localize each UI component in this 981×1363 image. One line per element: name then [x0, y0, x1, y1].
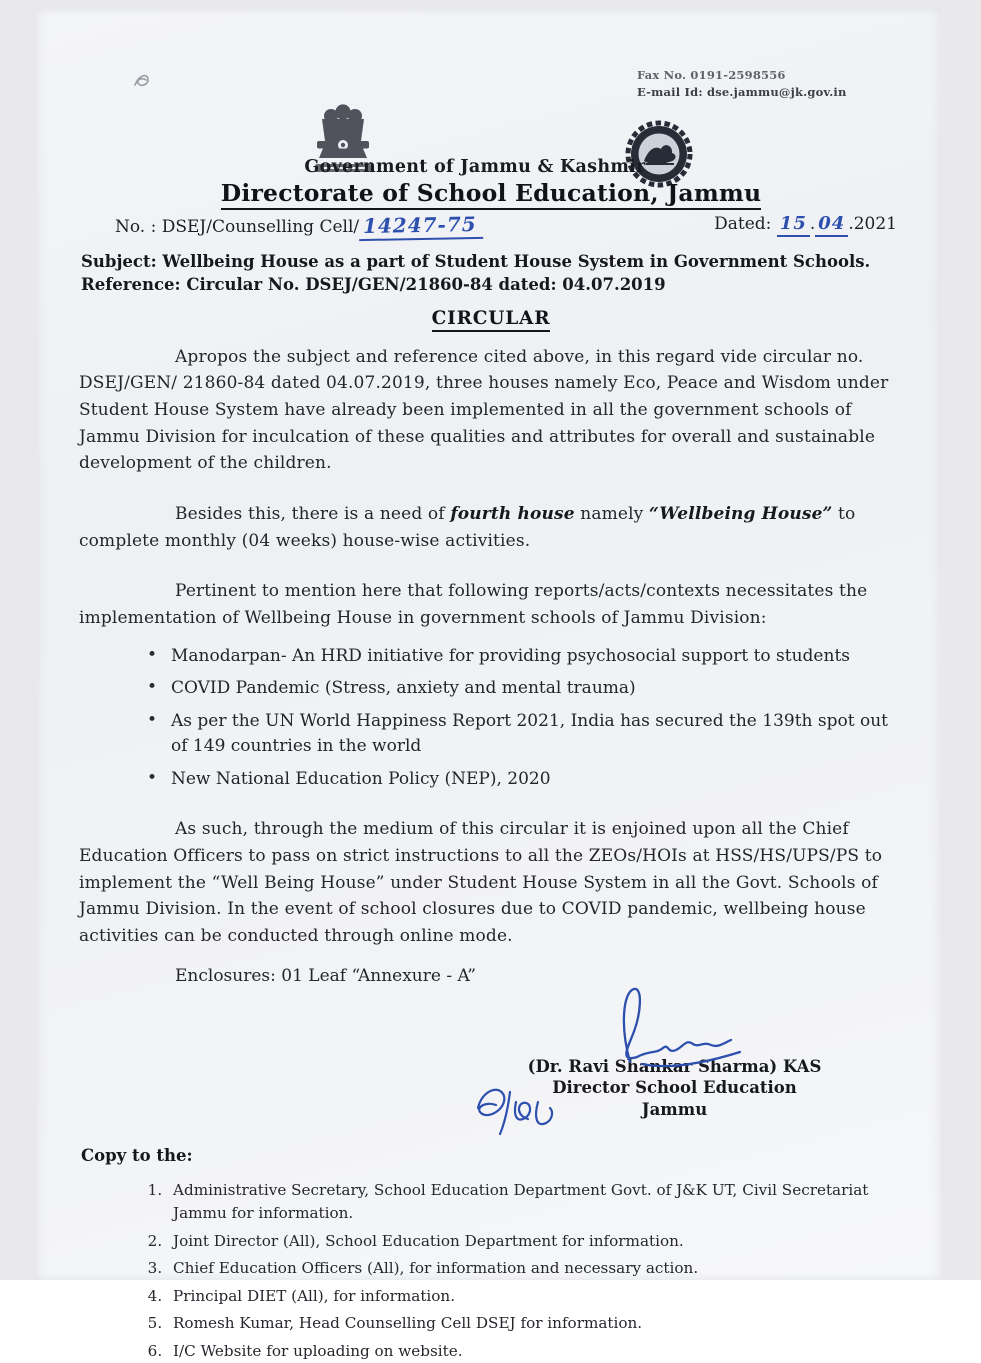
reference-line: Reference: Circular No. DSEJ/GEN/21860-84 dated: 04.07.2019: [81, 274, 666, 294]
document-content: [37, 9, 941, 1361]
paragraph-2-mid: namely: [574, 503, 649, 524]
circular-heading-text: CIRCULAR: [432, 308, 551, 332]
reference-number-line: [115, 213, 897, 240]
date-day-handwritten: 15: [777, 213, 810, 237]
copy-item-principal-diet: 4. Principal DIET (All), for information.: [167, 1285, 903, 1308]
paragraph-2-emphasis-wellbeing-house: “Wellbeing House”: [649, 503, 833, 524]
circular-heading: [79, 308, 903, 329]
date-year: .2021: [848, 214, 897, 234]
subject-line: Subject: Wellbeing House as a part of Student House System in Government Schools.: [81, 252, 871, 271]
date-month-handwritten: 04: [815, 213, 848, 237]
paragraph-2: [79, 501, 903, 554]
copy-item-ic-website: 6. I/C Website for uploading on website.: [167, 1340, 903, 1363]
subject-block: [81, 251, 903, 297]
letter-number: [115, 213, 483, 240]
signatory-place: Jammu: [641, 1099, 708, 1119]
copy-item-chief-education-officers: 3. Chief Education Officers (All), for information and necessary action.: [167, 1257, 903, 1280]
paragraph-2-emphasis-fourth-house: fourth house: [450, 503, 575, 524]
copy-to-heading: Copy to the:: [81, 1145, 193, 1165]
paragraph-2-pre: Besides this, there is a need of: [175, 503, 451, 524]
bullet-item-happiness-report: • As per the UN World Happiness Report 2021, India has secured the 139th spot out of 149 countries in the world: [171, 709, 903, 760]
email-line: E-mail Id: dse.jammu@jk.gov.in: [637, 84, 847, 99]
government-line: Government of Jammu & Kashmir: [304, 157, 646, 177]
paragraph-1: Apropos the subject and reference cited above, in this regard vide circular no. DSEJ/GEN/ 21860-84 dated 04.07.2019, three houses namely Eco, Peace and Wisdom under Student House System have already been implemented in all the government schools of Jammu Division for inculcation of these qualities and attributes for overall and sustainable development of the children.: [79, 346, 889, 474]
letter-number-label: No. : DSEJ/Counselling Cell/: [115, 217, 360, 237]
bullet-item-nep: • New National Education Policy (NEP), 2020: [171, 767, 903, 793]
bullet-item-manodarpan: • Manodarpan- An HRD initiative for providing psychosocial support to students: [171, 644, 903, 670]
copy-item-romesh-kumar: 5. Romesh Kumar, Head Counselling Cell DSEJ for information.: [167, 1312, 903, 1335]
copy-item-joint-director: 2. Joint Director (All), School Education Department for information.: [167, 1230, 903, 1253]
enclosures-line: Enclosures: 01 Leaf “Annexure - A”: [175, 965, 476, 986]
bullet-item-covid: • COVID Pandemic (Stress, anxiety and mental trauma): [171, 676, 903, 702]
letter-number-handwritten: 14247-75: [359, 212, 483, 241]
paragraph-3: Pertinent to mention here that following reports/acts/contexts necessitates the implementation of Wellbeing House in government schools of Jammu Division:: [79, 581, 868, 629]
signatory-name: (Dr. Ravi Shankar Sharma) KAS: [527, 1056, 822, 1076]
fax-line: Fax No. 0191-2598556: [637, 68, 786, 82]
dated-label: Dated:: [714, 214, 772, 234]
directorate-title: [79, 179, 903, 207]
signatory-designation: Director School Education: [552, 1078, 797, 1098]
date-dot: .: [809, 214, 816, 234]
paragraph-2-post: to complete monthly (04 weeks) house-wise activities.: [79, 503, 856, 551]
contact-block: [637, 67, 847, 100]
reports-bullet-list: [79, 644, 903, 793]
letterhead: [79, 9, 903, 241]
document-page: [37, 9, 941, 1361]
signature-block: [502, 990, 847, 1120]
pencil-scribble-mark: [131, 71, 157, 91]
letter-date: [714, 213, 897, 240]
paragraph-4: As such, through the medium of this circular it is enjoined upon all the Chief Education Officers to pass on strict instructions to all the ZEOs/HOIs at HSS/HS/UPS/PS to implement the “Well Being House” under Student House System in all the Govt. Schools of Jammu Division. In the event of school closures due to COVID pandemic, wellbeing house activities can be conducted through online mode.: [79, 819, 883, 946]
copy-item-administrative-secretary: 1. Administrative Secretary, School Education Department Govt. of J&K UT, Civil Secretariat Jammu for information.: [167, 1179, 903, 1225]
directorate-title-text: Directorate of School Education, Jammu: [221, 179, 762, 210]
copy-to-list: [79, 1179, 903, 1363]
signature-initials-ink: [470, 1068, 566, 1140]
signature-ink: [590, 982, 760, 1074]
